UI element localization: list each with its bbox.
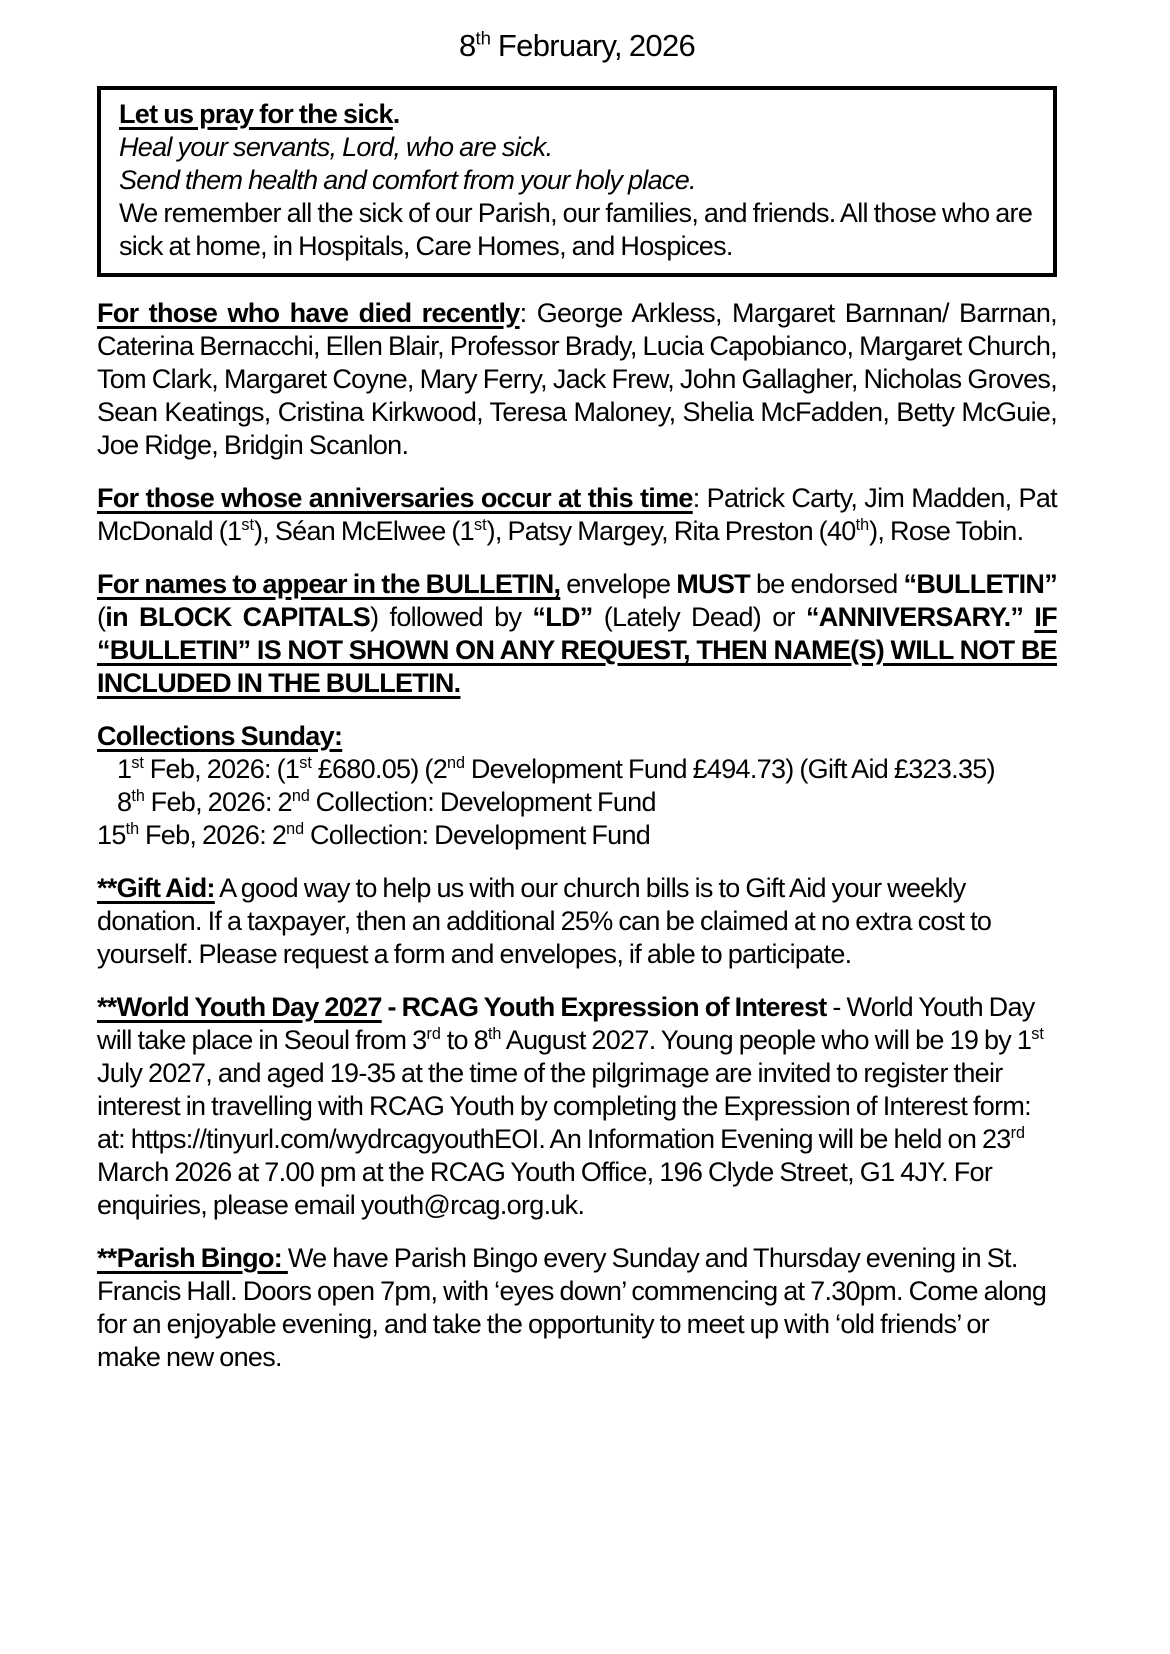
died-recently-paragraph: For those who have died recently: George Arkless, Margaret Barnnan/ Barrnan, Caterina Bernacchi, Ellen Blair, Professor Brady, Lucia Capobianco, Margaret Church, Tom Clark, Margaret Coyne, Mary Ferry, Jack Frew, John Gallagher, Nicholas Groves, Sean Keatings, Cristina Kirkwood, Teresa Maloney, Shelia McFadden, Betty McGuie, Joe Ridge, Bridgin Scanlon.: [97, 298, 1057, 460]
anniversaries-paragraph: For those whose anniversaries occur at this time: Patrick Carty, Jim Madden, Pat McDonald (1st), Séan McElwee (1st), Patsy Margey, Rita Preston (40th), Rose Tobin.: [97, 483, 1057, 546]
prayer-line-2: Send them health and comfort from your holy place.: [119, 165, 696, 195]
prayer-line-1: Heal your servants, Lord, who are sick.: [119, 132, 553, 162]
collections-section: [97, 720, 1057, 852]
prayer-box-body: We remember all the sick of our Parish, our families, and friends. All those who are sick at home, in Hospitals, Care Homes, and Hospices.: [119, 198, 1033, 261]
collections-line-1st-feb: 1st Feb, 2026: (1st £680.05) (2nd Development Fund £494.73) (Gift Aid £323.35): [117, 754, 995, 784]
gift-aid-paragraph: **Gift Aid: A good way to help us with our church bills is to Gift Aid your weekly donation. If a taxpayer, then an additional 25% can be claimed at no extra cost to yourself. Please request a form and envelopes, if able to participate.: [97, 873, 992, 969]
pray-for-the-sick-box: [97, 86, 1057, 277]
prayer-box-heading: Let us pray for the sick.: [119, 99, 400, 129]
world-youth-day-paragraph: **World Youth Day 2027 - RCAG Youth Expression of Interest - World Youth Day will take place in Seoul from 3rd to 8th August 2027. Young people who will be 19 by 1st July 2027, and aged 19-35 at the time of the pilgrimage are invited to register their interest in travelling with RCAG Youth by completing the Expression of Interest form: at: https://tinyurl.com/wydrcagyouthEOI. An Information Evening will be held on 23rd March 2026 at 7.00 pm at the RCAG Youth Office, 196 Clyde Street, G1 4JY. For enquiries, please email youth@rcag.org.uk.: [97, 992, 1044, 1220]
collections-line-8th-feb: 8th Feb, 2026: 2nd Collection: Development Fund: [117, 787, 656, 817]
bulletin-names-notice-paragraph: For names to appear in the BULLETIN, envelope MUST be endorsed “BULLETIN” (in BLOCK CAPITALS) followed by “LD” (Lately Dead) or “ANNIVERSARY.” IF “BULLETIN” IS NOT SHOWN ON ANY REQUEST, THEN NAME(S) WILL NOT BE INCLUDED IN THE BULLETIN.: [97, 569, 1057, 698]
collections-line-15th-feb: 15th Feb, 2026: 2nd Collection: Development Fund: [97, 820, 651, 850]
bulletin-date-title: 8th February, 2026: [458, 27, 696, 63]
collections-heading: Collections Sunday:: [97, 721, 343, 751]
parish-bingo-paragraph: **Parish Bingo: We have Parish Bingo every Sunday and Thursday evening in St. Francis Hall. Doors open 7pm, with ‘eyes down’ commencing at 7.30pm. Come along for an enjoyable evening, and take the opportunity to meet up with ‘old friends’ or make new ones.: [97, 1243, 1047, 1372]
